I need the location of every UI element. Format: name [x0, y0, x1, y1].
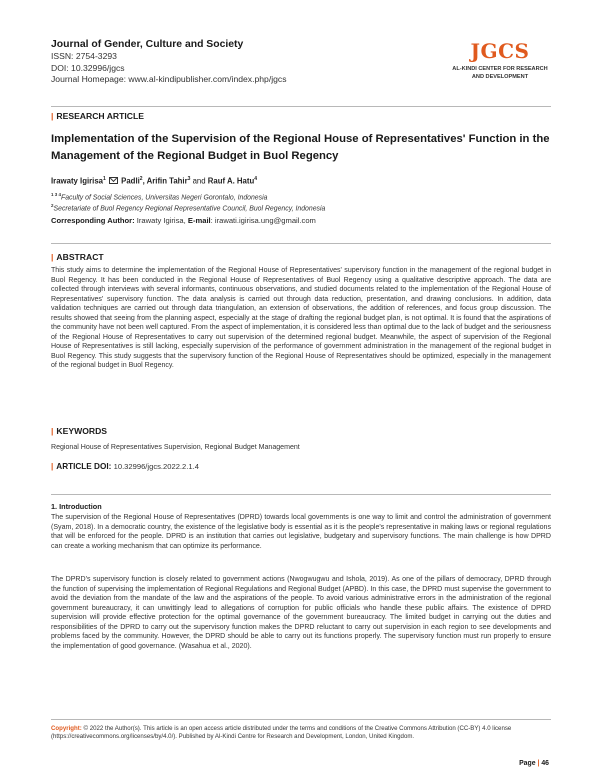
abstract-text: This study aims to determine the implementation of the Regional House of Representatives' supervisory function in the management of the regional budget in Buol Regency. It has been conducted in the Regional House of Representatives of Buol Regency using a qualitative descriptive approach. The data are collected through interviews with several informants, continuous observations, and studied documents related to the implementation of the Regional House of Representatives' supervisory function. The data analysis is carried out through data reduction, presentation, and drawing conclusions. In addition, data validation techniques are carried out through data triangulation, an extension of observations, the addition of references, and focus group discussion. The results showed that seeing from the planning aspect, especially at the stage of drafting the regional budget plan, is not optimal. It is found that the aspirations of the community have not been well captured. From the aspect of implementation, it is considered less than optimal due to the lack of budget and the seriousness of the Regional House of Representatives to carry out supervision of the determined regional budget. Meanwhile, the aspect of supervision of the Regional House of Representatives is still lacking, especially supervision of the performance of government administration in the management of the regional budget in Buol Regency. This study suggests that the supervisory function of the Regional House of Representatives should be optimized, especially in the management of the regional budget in Buol Regency. [51, 267, 551, 370]
article-title: Implementation of the Supervision of the Regional House of Representatives' Function in the Management of the Regional Budget in Buol Regency [51, 133, 550, 162]
affiliation-2-text: Secretariate of Buol Regency Regional Representative Council, Buol Regency, Indonesia [53, 205, 326, 213]
affiliation-2-sup: 2 [51, 203, 54, 208]
copyright-notice [51, 725, 551, 741]
email-label: E-mail [187, 216, 211, 225]
article-type-label: RESEARCH ARTICLE [56, 111, 144, 121]
page-footer [519, 760, 549, 767]
author-3: Arifin Tahir [146, 176, 188, 186]
logo-subtitle-1: AL-KINDI CENTER FOR RESEARCH [452, 66, 548, 72]
copyright-divider [51, 719, 551, 720]
keywords-heading [51, 426, 107, 437]
page-label: Page [519, 760, 536, 767]
article-doi-label: ARTICLE DOI: [56, 462, 112, 471]
author-1: Irawaty Igirisa [51, 176, 104, 186]
keywords-text: Regional House of Representatives Supervision, Regional Budget Management [51, 444, 300, 451]
author-and: and [192, 176, 206, 186]
corresponding-email[interactable]: : irawati.igirisa.ung@gmail.com [210, 216, 316, 225]
article-doi [51, 461, 199, 472]
journal-homepage[interactable]: Journal Homepage: www.al-kindipublisher.com/index.php/jgcs [51, 74, 287, 84]
author-4: Rauf A. Hatu [207, 176, 255, 186]
introduction-heading: 1. Introduction [51, 502, 102, 511]
article-type [51, 111, 144, 122]
abstract-top-divider [51, 243, 551, 244]
affiliation-2 [51, 201, 325, 213]
introduction-paragraph-2: The DPRD's supervisory function is closely related to government actions (Nwogwugwu and Ishola, 2019). As one of the pillars of democracy, DPRD through the function of supervising the implementation of Regional Regulations and Regional Budget (APBD). In this case, the DPRD must supervise the government to avoid the deviation from the mandate of the law and the aspirations of the people. To avoid various administrative errors in the administration of the regional government bureaucracy, it can unwittingly lead to allegations of corruption for public officials who handle these public affairs. The existence of DPRD supervision will provide effective protection for the optimal governance of the government bureaucracy. The limited budget in carrying out the duties and responsibilities of the DPRD to carry out the supervisory function makes the DPRD reluctant to carry out supervision in each region to see developments and problems faced by the community. However, the DPRD should be able to carry out its functions properly. The supervisory function must run properly to ensure the implementation of good governance. (Wasahua et al., 2020). [51, 576, 551, 650]
author-1-sup: 1 [103, 176, 106, 182]
corresponding-label: Corresponding Author: [51, 216, 135, 225]
corresponding-name: Irawaty Igirisa, [136, 216, 186, 225]
author-list: Irawaty Igirisa$^1$ Padli$^2$, Arifin Tahir$^3$ and Rauf A. Hatu$^4$ [51, 176, 258, 186]
section-bar-icon: | [51, 111, 54, 121]
jgcs-logo [440, 40, 560, 81]
journal-masthead [51, 38, 351, 86]
abstract-heading [51, 252, 104, 263]
logo-subtitle-2: AND DEVELOPMENT [471, 73, 529, 80]
author-2: Padli [121, 176, 140, 186]
copyright-text: © 2022 the Author(s). This article is an open access article distributed under the terms and conditions of the Creative Commons Attribution (CC-BY) 4.0 license (https://creativecommons.org/licenses/by/4.0/). Published by Al-Kindi Centre for Research and Development, London, United Kingdom. [51, 725, 512, 741]
logo-mark: JGCS [470, 39, 530, 63]
abstract-heading-label: ABSTRACT [56, 252, 104, 262]
affiliation-1-sup: 1 3 4 [51, 192, 62, 197]
journal-doi: DOI: 10.32996/jgcs [51, 62, 125, 73]
copyright-label: Copyright: [51, 725, 82, 732]
page-number: 46 [541, 760, 549, 767]
author-3-sup: 3 [187, 176, 191, 182]
introduction-paragraph-1: The supervision of the Regional House of Representatives (DPRD) towards local governments is one way to limit and control the administration of government (Syam, 2018). In a democratic country, the existence of the legislative body is essential as it is the people's representative in making laws or regional regulations that will be enforced for the people. DPRD is an institution that carries out legislative, budgetary and supervisory functions. The main challenge is how DPRD can create a working mechanism that can optimize its performance. [51, 514, 551, 550]
envelope-icon[interactable] [109, 177, 118, 184]
journal-issn: ISSN: 2754-3293 [51, 51, 117, 61]
corresponding-author [51, 216, 316, 226]
author-4-sup: 4 [254, 176, 258, 182]
section-bar-icon: | [51, 462, 54, 471]
header-divider [51, 106, 551, 107]
page-separator: | [537, 760, 540, 767]
article-doi-value[interactable]: 10.32996/jgcs.2022.2.1.4 [113, 462, 199, 471]
author-2-sup: 2 [139, 176, 143, 182]
affiliation-1-text: Faculty of Social Sciences, Universitas Negeri Gorontalo, Indonesia [61, 194, 268, 202]
journal-title: Journal of Gender, Culture and Society [51, 39, 244, 50]
keywords-heading-label: KEYWORDS [56, 426, 108, 436]
section-bar-icon: | [51, 426, 54, 436]
intro-top-divider [51, 494, 551, 495]
section-bar-icon: | [51, 252, 54, 262]
